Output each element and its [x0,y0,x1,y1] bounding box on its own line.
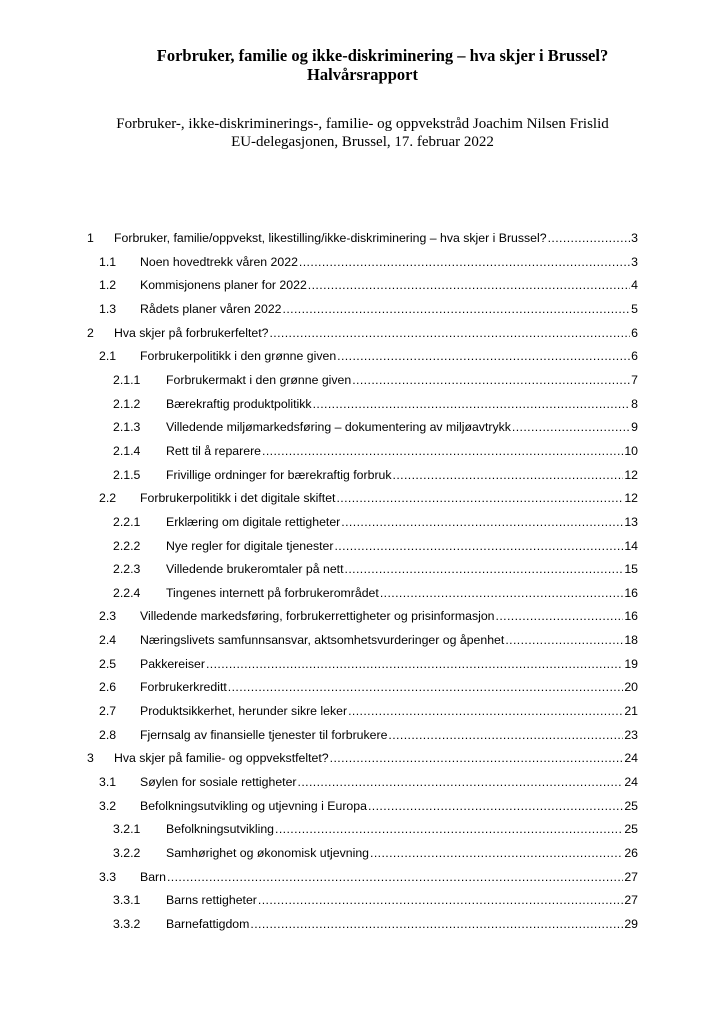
toc-entry[interactable] [0,868,725,886]
toc-entry-label: Hva skjer på familie- og oppvekstfeltet? [114,751,329,766]
toc-entry-number: 1 [87,231,94,245]
toc-dot-leader [370,844,623,862]
toc-entry-number: 2 [87,325,94,340]
toc-entry-label: Rett til å reparere [166,443,262,458]
toc-entry-number: 2.2.2 [113,538,141,553]
toc-entry-page-number: 21 [624,704,638,718]
toc-dot-leader [512,418,630,436]
toc-entry-page-number: 16 [624,585,638,600]
toc-entry-label: Barnefattigdom [166,916,250,931]
toc-entry-number: 2.3 [99,609,117,624]
toc-entry-label: Søylen for sosiale rettigheter [140,774,297,789]
toc-entry-number: 2.2.1 [113,514,141,529]
toc-entry[interactable] [0,891,725,909]
toc-entry-page-number: 4 [631,278,638,293]
toc-entry-label: Produktsikkerhet, herunder sikre leker [140,704,348,718]
toc-entry-number: 2.2 [99,491,117,506]
toc-dot-leader [206,655,623,673]
toc-entry[interactable] [0,395,725,413]
toc-entry[interactable] [0,418,725,436]
toc-dot-leader [345,560,624,578]
toc-dot-leader [269,324,630,342]
toc-entry-number: 3.3.2 [113,916,141,931]
toc-dot-leader [337,347,630,365]
toc-entry-number: 1.1 [99,254,117,269]
toc-entry-page-number: 16 [624,609,638,624]
toc-entry-label: Rådets planer våren 2022 [140,301,282,316]
toc-entry[interactable] [0,726,725,744]
toc-entry-label: Pakkereiser [140,656,205,671]
toc-dot-leader [336,489,623,507]
toc-entry-label: Villedende brukeromtaler på nett [166,562,344,577]
toc-entry-page-number: 3 [631,231,638,245]
toc-entry-number: 3.2.1 [113,822,141,837]
toc-entry-page-number: 6 [631,325,638,340]
toc-entry-label: Villedende markedsføring, forbrukerrettigheter og prisinformasjon [140,609,495,624]
toc-entry-number: 2.2.4 [113,585,141,600]
toc-entry[interactable] [0,300,725,318]
toc-entry-page-number: 27 [624,893,638,908]
toc-dot-leader [262,442,623,460]
toc-dot-leader [388,726,623,744]
toc-entry-label: Bærekraftig produktpolitikk [166,396,312,411]
toc-entry[interactable] [0,844,725,862]
toc-entry-page-number: 6 [631,349,638,364]
toc-entry-label: Hva skjer på forbrukerfeltet? [114,325,269,340]
toc-dot-leader [348,702,623,720]
toc-entry-label: Næringslivets samfunnsansvar, aktsomhetsvurderinger og åpenhet [140,633,505,647]
toc-entry-label: Befolkningsutvikling [166,822,275,837]
toc-entry-label: Villedende miljømarkedsføring – dokumentering av miljøavtrykk [166,420,511,435]
toc-entry-number: 2.1.4 [113,443,141,458]
toc-entry-number: 3.2.2 [113,845,141,860]
toc-entry-number: 2.2.3 [113,562,141,577]
toc-entry-label: Frivillige ordninger for bærekraftig forbruk [166,467,392,482]
toc-entry-number: 2.7 [99,704,117,718]
toc-entry-label: Barns rettigheter [166,893,257,908]
toc-entry-label: Samhørighet og økonomisk utjevning [166,845,369,860]
toc-dot-leader [341,513,623,531]
toc-entry[interactable] [0,631,725,649]
toc-entry-number: 2.1 [99,349,117,364]
toc-entry-page-number: 20 [624,680,638,695]
toc-entry-number: 2.6 [99,680,117,695]
toc-dot-leader [299,253,630,271]
toc-entry-number: 2.4 [99,633,117,647]
toc-entry-label: Noen hovedtrekk våren 2022 [140,254,298,269]
toc-entry-label: Fjernsalg av finansielle tjenester til forbrukere [140,727,388,742]
toc-entry[interactable] [0,607,725,625]
toc-entry-number: 3.1 [99,774,117,789]
toc-dot-leader [313,395,631,413]
toc-entry[interactable] [0,442,725,460]
toc-entry[interactable] [0,655,725,673]
toc-entry-page-number: 19 [624,656,638,671]
toc-dot-leader [380,584,624,602]
toc-dot-leader [308,276,630,294]
toc-dot-leader [258,891,623,909]
toc-entry-label: Kommisjonens planer for 2022 [140,278,307,293]
toc-entry-page-number: 29 [624,916,638,931]
toc-entry-page-number: 12 [624,491,638,506]
toc-entry-number: 2.5 [99,656,117,671]
toc-entry-page-number: 25 [624,822,638,837]
toc-entry-page-number: 7 [631,372,638,387]
toc-entry-number: 2.1.1 [113,372,141,387]
toc-entry[interactable] [0,773,725,791]
toc-entry[interactable] [0,276,725,294]
toc-entry-page-number: 9 [631,420,638,435]
toc-entry-label: Forbrukerpolitikk i det digitale skiftet [140,491,336,506]
toc-dot-leader [298,773,624,791]
toc-dot-leader [228,678,624,696]
toc-entry[interactable] [0,253,725,271]
toc-entry-label: Befolkningsutvikling og utjevning i Europa [140,798,367,813]
toc-entry[interactable] [0,678,725,696]
toc-entry-page-number: 24 [624,751,638,766]
toc-dot-leader [275,820,623,838]
toc-entry-number: 1.2 [99,278,117,293]
report-title: Forbruker, familie og ikke-diskriminering – hva skjer i Brussel? [156,46,609,65]
toc-entry-number: 2.1.3 [113,420,141,435]
toc-entry-page-number: 14 [624,538,638,553]
toc-dot-leader [548,229,631,247]
toc-entry[interactable] [0,537,725,555]
toc-dot-leader [496,607,624,625]
toc-dot-leader [330,749,624,767]
toc-entry[interactable] [0,513,725,531]
toc-entry[interactable] [0,324,725,342]
toc-entry-page-number: 5 [631,301,638,316]
toc-entry-page-number: 15 [624,562,638,577]
toc-entry-number: 2.1.2 [113,396,141,411]
toc-entry-number: 3 [87,751,94,766]
toc-dot-leader [334,537,623,555]
toc-entry-page-number: 26 [624,845,638,860]
toc-entry-number: 2.8 [99,727,117,742]
toc-entry-page-number: 23 [624,727,638,742]
toc-entry-page-number: 10 [624,443,638,458]
toc-entry[interactable] [0,229,725,247]
toc-entry-page-number: 27 [624,869,638,884]
toc-entry[interactable] [0,560,725,578]
toc-entry-page-number: 24 [624,774,638,789]
toc-entry-label: Barn [140,869,166,884]
toc-dot-leader [250,915,623,933]
toc-entry-page-number: 18 [624,633,638,647]
toc-dot-leader [505,631,623,649]
toc-entry[interactable] [0,347,725,365]
toc-entry-label: Tingenes internett på forbrukerområdet [166,585,379,600]
place-date-line: EU-delegasjonen, Brussel, 17. februar 2022 [231,134,494,150]
toc-entry[interactable] [0,749,725,767]
toc-entry-label: Forbrukerpolitikk i den grønne given [140,349,337,364]
toc-entry[interactable] [0,584,725,602]
toc-entry-number: 1.3 [99,301,117,316]
author-line: Forbruker-, ikke-diskriminerings-, familie- og oppvekstråd Joachim Nilsen Frislid [116,116,609,132]
toc-entry-page-number: 13 [624,514,638,529]
toc-entry-label: Forbrukermakt i den grønne given [166,372,352,387]
toc-entry-page-number: 8 [631,396,638,411]
toc-entry-label: Forbrukerkreditt [140,680,227,695]
toc-dot-leader [167,868,623,886]
toc-entry-number: 2.1.5 [113,467,141,482]
toc-entry[interactable] [0,371,725,389]
toc-dot-leader [368,797,623,815]
toc-dot-leader [283,300,631,318]
toc-entry-label: Erklæring om digitale rettigheter [166,514,341,529]
toc-dot-leader [352,371,630,389]
toc-entry-page-number: 25 [624,798,638,813]
report-subtitle: Halvårsrapport [307,65,418,84]
toc-dot-leader [393,466,624,484]
toc-entry-label: Nye regler for digitale tjenester [166,538,334,553]
toc-entry[interactable] [0,489,725,507]
toc-entry[interactable] [0,915,725,933]
toc-entry[interactable] [0,797,725,815]
toc-entry-number: 3.3 [99,869,117,884]
toc-entry[interactable] [0,820,725,838]
toc-entry-page-number: 3 [631,254,638,269]
toc-entry[interactable] [0,702,725,720]
toc-entry[interactable] [0,466,725,484]
toc-entry-label: Forbruker, familie/oppvekst, likestilling/ikke-diskriminering – hva skjer i Brussel? [114,231,547,245]
toc-entry-number: 3.3.1 [113,893,141,908]
toc-entry-number: 3.2 [99,798,117,813]
toc-entry-page-number: 12 [624,467,638,482]
